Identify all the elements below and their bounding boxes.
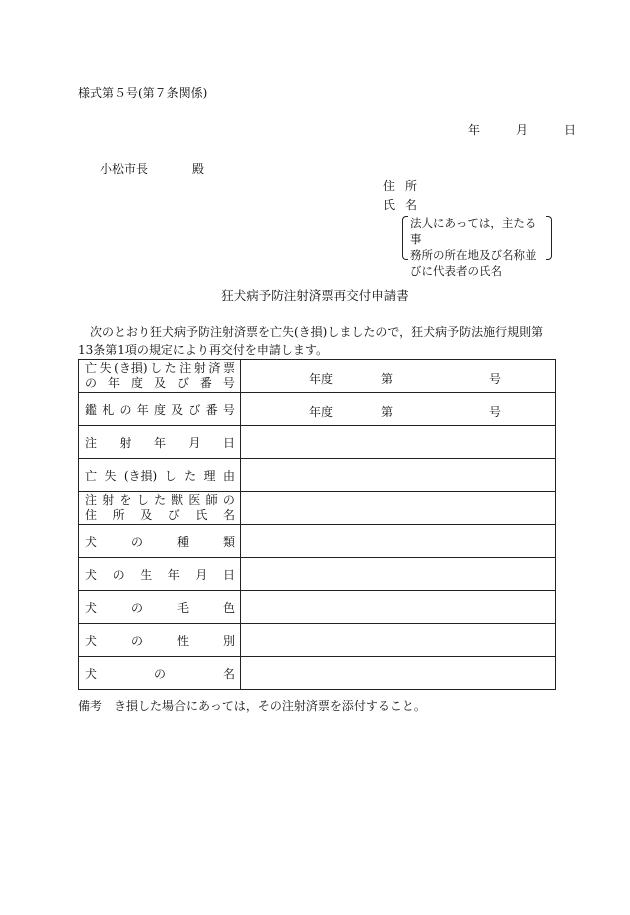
label-line: の 年 度 及 び 番 号 — [85, 376, 235, 390]
label-line: 犬 の 種 類 — [85, 534, 235, 549]
row-label — [79, 393, 241, 426]
name-label: 氏名 — [383, 198, 428, 212]
row-value[interactable] — [241, 525, 556, 558]
row-label — [79, 558, 241, 591]
label-line: 犬 の 名 — [85, 666, 235, 681]
table-row — [79, 360, 556, 393]
corporate-note — [402, 214, 552, 278]
document-title: 狂犬病予防注射済票再交付申請書 — [221, 288, 409, 303]
table-row — [79, 492, 556, 525]
row-value[interactable] — [241, 393, 556, 426]
row-label — [79, 525, 241, 558]
row-value[interactable] — [241, 426, 556, 459]
label-line: 注 射 を し た 獣 医 師 の — [85, 493, 235, 507]
table-row — [79, 459, 556, 492]
label-line: 犬 の 性 別 — [85, 633, 235, 648]
row-label — [79, 459, 241, 492]
row-value[interactable] — [241, 492, 556, 525]
row-label — [79, 492, 241, 525]
table-row — [79, 657, 556, 690]
row-value[interactable] — [241, 558, 556, 591]
label-line: 注 射 年 月 日 — [85, 435, 235, 450]
table-row — [79, 525, 556, 558]
table-row — [79, 591, 556, 624]
date-year: 年 — [468, 123, 481, 137]
date-line — [468, 124, 576, 136]
row-label — [79, 360, 241, 393]
table-row — [79, 624, 556, 657]
table-row — [79, 426, 556, 459]
row-label — [79, 657, 241, 690]
label-line: 亡 失 (き損) し た 注 射 済 票 — [85, 361, 235, 375]
row-value[interactable] — [241, 591, 556, 624]
row-label — [79, 624, 241, 657]
label-line: 亡 失 (き損) し た 理 由 — [85, 468, 235, 483]
remark: 備考 き損した場合にあっては，その注射済票を添付すること。 — [78, 699, 426, 713]
addressee-name: 小松市長 — [100, 162, 149, 176]
value-no: 第 — [381, 372, 394, 386]
row-label — [79, 426, 241, 459]
row-value[interactable] — [241, 624, 556, 657]
label-line: 犬 の 生 年 月 日 — [85, 567, 235, 582]
value-year: 年度 — [309, 372, 334, 386]
row-label — [79, 591, 241, 624]
value-go: 号 — [489, 405, 502, 419]
addressee — [100, 163, 204, 175]
table-row — [79, 393, 556, 426]
row-value[interactable] — [241, 459, 556, 492]
label-line: 住 所 及 び 氏 名 — [85, 508, 235, 522]
row-value[interactable] — [241, 657, 556, 690]
form-number: 様式第５号(第７条関係) — [78, 86, 208, 100]
value-go: 号 — [489, 372, 502, 386]
value-no: 第 — [381, 405, 394, 419]
corporate-note-line: 務所の所在地及び名称並 — [410, 248, 537, 262]
row-value[interactable] — [241, 360, 556, 393]
intro-paragraph: 次のとおり狂犬病予防注射済票を亡失(き損)しましたので，狂犬病予防法施行規則第13条第1項の規定により再交付を申請します。 — [78, 325, 544, 357]
label-line: 鑑 札 の 年 度 及 び 番 号 — [85, 402, 235, 417]
corporate-note-line: 法人にあっては，主たる事 — [410, 216, 537, 246]
corporate-note-line: びに代表者の氏名 — [410, 264, 502, 278]
label-line: 犬 の 毛 色 — [85, 600, 235, 615]
honorific: 殿 — [192, 162, 205, 176]
address-label: 住所 — [383, 179, 428, 193]
table-row — [79, 558, 556, 591]
date-month: 月 — [516, 123, 529, 137]
date-day: 日 — [564, 123, 577, 137]
value-year: 年度 — [309, 405, 334, 419]
application-table — [78, 359, 556, 690]
